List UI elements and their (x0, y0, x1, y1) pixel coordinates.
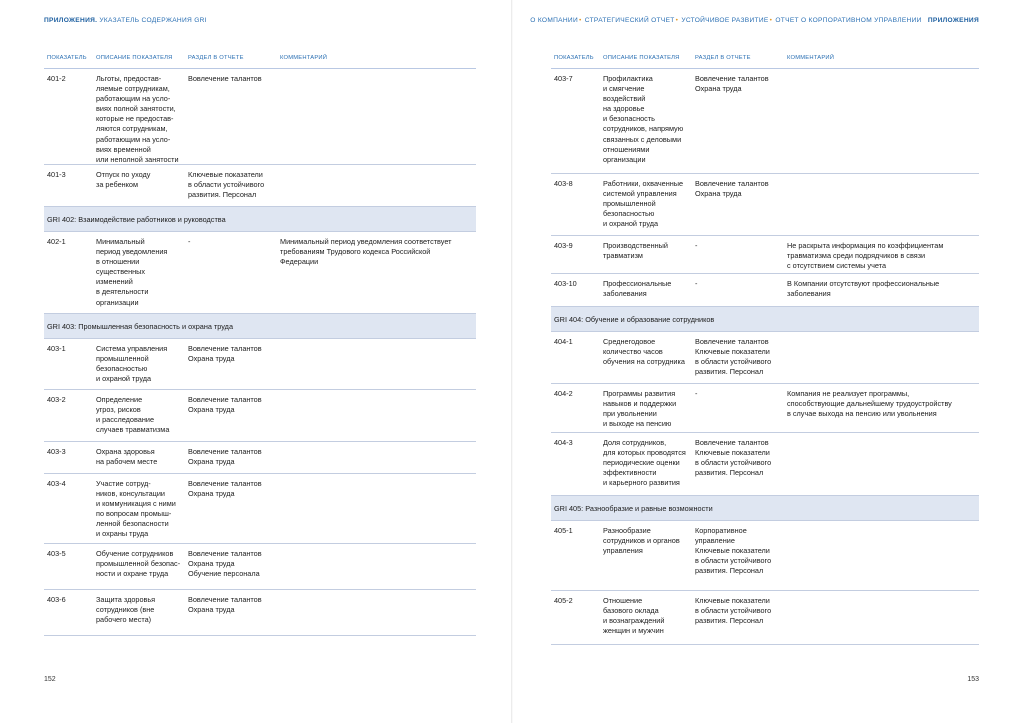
nav-sustainable-development[interactable]: УСТОЙЧИВОЕ РАЗВИТИЕ (681, 17, 769, 24)
indicator-code: 401-3 (47, 170, 66, 179)
indicator-description: Отношение базового оклада и вознаграждений женщин и мужчин (603, 596, 665, 636)
report-section: Вовлечение талантов Охрана труда (695, 74, 769, 94)
nav-about-company[interactable]: О КОМПАНИИ (530, 17, 579, 24)
indicator-description: Отпуск по уходу за ребенком (96, 170, 151, 190)
indicator-code: 403-5 (47, 549, 66, 558)
column-header-indicator: ПОКАЗАТЕЛЬ (554, 55, 594, 61)
report-section: Ключевые показатели в области устойчивого развития. Персонал (188, 170, 265, 200)
report-section: Ключевые показатели в области устойчивого развития. Персонал (695, 596, 772, 626)
column-header-report-section: РАЗДЕЛ В ОТЧЕТЕ (695, 55, 751, 61)
comment: Минимальный период уведомления соответствует требованиям Трудового кодекса Российской Федерации (280, 237, 452, 267)
column-header-description: ОПИСАНИЕ ПОКАЗАТЕЛЯ (603, 55, 680, 61)
indicator-code: 403-2 (47, 395, 66, 404)
report-section: Вовлечение талантов Охрана труда (695, 179, 769, 199)
indicator-code: 403-9 (554, 241, 573, 250)
gri-section-header (551, 496, 979, 521)
indicator-description: Система управления промышленной безопасностью и охраной труда (96, 344, 168, 384)
report-section: - (695, 241, 698, 250)
nav-strategic-report[interactable]: СТРАТЕГИЧЕСКИЙ ОТЧЕТ (584, 17, 675, 24)
nav-separator: • (675, 17, 679, 24)
indicator-code: 403-8 (554, 179, 573, 188)
table-row (551, 591, 979, 645)
indicator-code: 401-2 (47, 74, 66, 83)
report-section: - (695, 279, 698, 288)
table-row (44, 442, 476, 474)
table-row (44, 390, 476, 442)
gri-table-left (44, 48, 476, 636)
report-section: - (695, 389, 698, 398)
table-row (44, 339, 476, 390)
indicator-description: Профессиональные заболевания (603, 279, 672, 299)
table-row (44, 474, 476, 544)
indicator-description: Охрана здоровья на рабочем месте (96, 447, 158, 467)
report-section: Вовлечение талантов Ключевые показатели в области устойчивого развития. Персонал (695, 438, 772, 478)
gri-section-header (551, 307, 979, 332)
comment: В Компании отсутствуют профессиональные заболевания (787, 279, 940, 299)
indicator-description: Защита здоровья сотрудников (вне рабочего места) (96, 595, 156, 625)
nav-corporate-governance[interactable]: ОТЧЕТ О КОРПОРАТИВНОМ УПРАВЛЕНИИ (775, 17, 922, 24)
indicator-code: 403-7 (554, 74, 573, 83)
report-section: Вовлечение талантов Охрана труда (188, 479, 262, 499)
column-header-description: ОПИСАНИЕ ПОКАЗАТЕЛЯ (96, 55, 173, 61)
gri-table-right (551, 48, 979, 645)
indicator-description: Льготы, предостав- ляемые сотрудникам, работающим на усло- виях полной занятости, которые не предостав- ляются сотрудникам, работающим на усло- виях временной или неполной занятости (96, 74, 179, 164)
header-subsection: УКАЗАТЕЛЬ СОДЕРЖАНИЯ GRI (99, 17, 207, 24)
gri-section-header (44, 314, 476, 339)
indicator-description: Обучение сотрудников промышленной безопас- ности и охране труда (96, 549, 181, 579)
left-page (44, 0, 476, 723)
column-header-comment: КОММЕНТАРИЙ (280, 55, 328, 61)
column-header-comment: КОММЕНТАРИЙ (787, 55, 835, 61)
left-page-header (44, 17, 207, 24)
indicator-code: 403-1 (47, 344, 66, 353)
column-header-report-section: РАЗДЕЛ В ОТЧЕТЕ (188, 55, 244, 61)
report-section: Вовлечение талантов Охрана труда (188, 395, 262, 415)
indicator-description: Профилактика и смягчение воздействий на здоровье и безопасность сотрудников, напрямую связанных с деловыми отношениями организации (603, 74, 684, 164)
indicator-description: Работники, охваченные системой управления промышленной безопасностью и охраной труда (603, 179, 684, 229)
right-page (530, 0, 979, 723)
section-title: GRI 404: Обучение и образование сотрудников (554, 315, 715, 324)
table-row (551, 521, 979, 591)
indicator-code: 405-1 (554, 526, 573, 535)
table-row (551, 236, 979, 274)
indicator-description: Минимальный период уведомления в отношении существенных изменений в деятельности организации (96, 237, 168, 307)
indicator-description: Программы развития навыков и поддержки при увольнении и выходе на пенсию (603, 389, 677, 429)
indicator-description: Доля сотрудников, для которых проводятся периодические оценки эффективности и карьерного развития (603, 438, 686, 488)
table-row (551, 384, 979, 433)
column-header-indicator: ПОКАЗАТЕЛЬ (47, 55, 87, 61)
nav-appendices-active[interactable]: ПРИЛОЖЕНИЯ (927, 17, 979, 24)
indicator-code: 402-1 (47, 237, 66, 246)
indicator-description: Определение угроз, рисков и расследование случаев травматизма (96, 395, 170, 435)
indicator-description: Участие сотруд- ников, консультации и коммуникация с ними по вопросам промыш- ленной безопасности и охраны труда (96, 479, 176, 539)
table-row (44, 232, 476, 314)
report-section: Вовлечение талантов Охрана труда (188, 595, 262, 615)
section-title: GRI 405: Разнообразие и равные возможности (554, 504, 713, 513)
table-row (551, 274, 979, 307)
section-title: GRI 403: Промышленная безопасность и охрана труда (47, 322, 233, 331)
report-section: Вовлечение талантов Охрана труда (188, 344, 262, 364)
table-row (551, 433, 979, 496)
indicator-code: 405-2 (554, 596, 573, 605)
section-title: GRI 402: Взаимодействие работников и руководства (47, 215, 226, 224)
indicator-description: Разнообразие сотрудников и органов управления (603, 526, 680, 556)
comment: Не раскрыта информация по коэффициентам травматизма среди подрядчиков в связи с отсутствием системы учета (787, 241, 944, 271)
indicator-code: 404-1 (554, 337, 573, 346)
nav-separator: • (579, 17, 582, 24)
gri-section-header (44, 207, 476, 232)
page-fold (511, 0, 513, 723)
table-row (44, 590, 476, 636)
table-column-headers (44, 48, 476, 69)
indicator-description: Производственный травматизм (603, 241, 668, 261)
indicator-code: 404-3 (554, 438, 573, 447)
indicator-code: 404-2 (554, 389, 573, 398)
table-row (551, 69, 979, 174)
table-row (44, 165, 476, 207)
report-section: Вовлечение талантов Охрана труда Обучение персонала (188, 549, 262, 579)
table-row (551, 332, 979, 384)
indicator-code: 403-10 (554, 279, 577, 288)
indicator-description: Среднегодовое количество часов обучения на сотрудника (603, 337, 685, 367)
right-page-header (530, 17, 979, 24)
report-section: Корпоративное управление Ключевые показатели в области устойчивого развития. Персонал (695, 526, 772, 576)
report-section: Вовлечение талантов (188, 74, 262, 83)
report-section: Вовлечение талантов Охрана труда (188, 447, 262, 467)
page-number: 152 (44, 676, 56, 683)
header-section: ПРИЛОЖЕНИЯ. (44, 17, 98, 24)
comment: Компания не реализует программы, способствующие дальнейшему трудоустройству в случае выхода на пенсию или увольнения (787, 389, 952, 419)
page-number: 153 (967, 676, 979, 683)
indicator-code: 403-6 (47, 595, 66, 604)
report-section: - (188, 237, 191, 246)
indicator-code: 403-3 (47, 447, 66, 456)
table-column-headers (551, 48, 979, 69)
indicator-code: 403-4 (47, 479, 66, 488)
nav-separator: • (769, 17, 773, 24)
table-row (551, 174, 979, 236)
report-section: Вовлечение талантов Ключевые показатели в области устойчивого развития. Персонал (695, 337, 772, 377)
table-row (44, 69, 476, 165)
table-row (44, 544, 476, 590)
